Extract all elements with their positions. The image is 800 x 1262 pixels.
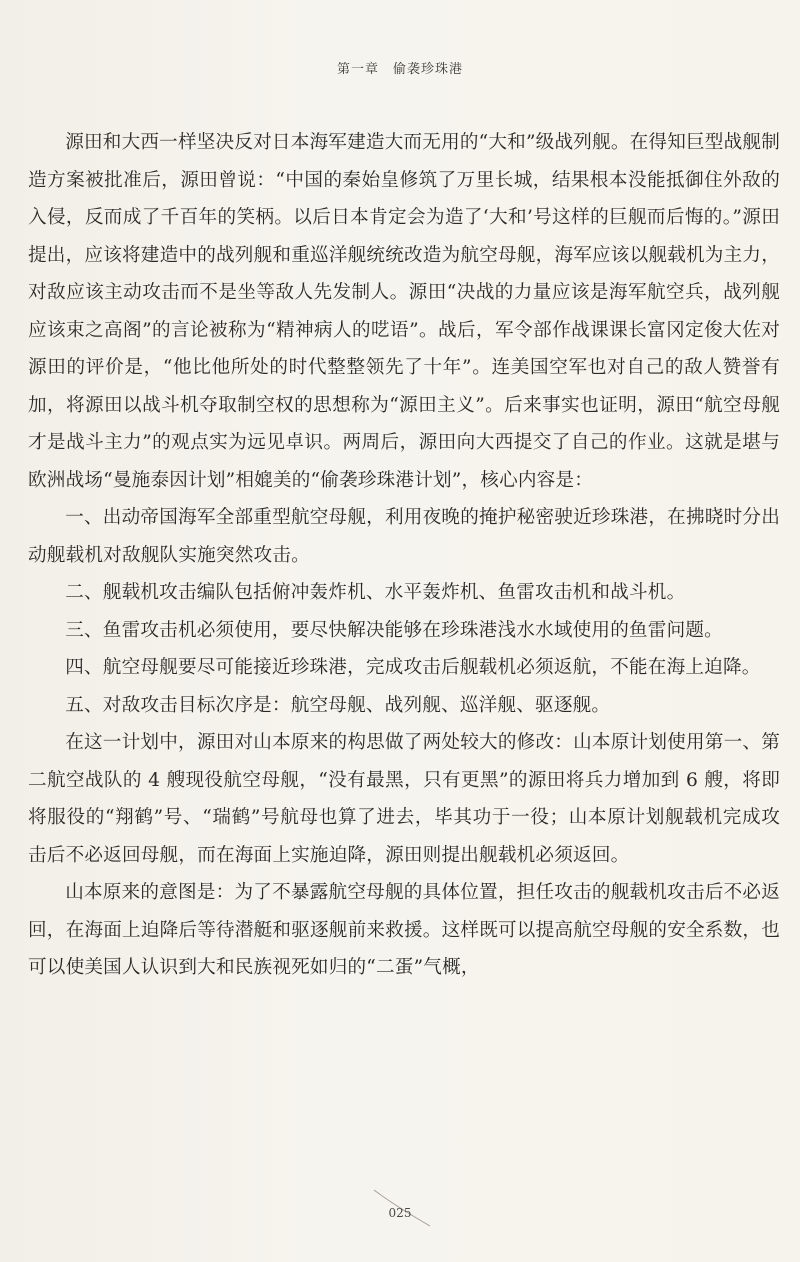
paragraph-yamamoto-intent: 山本原来的意图是：为了不暴露航空母舰的具体位置，担任攻击的舰载机攻击后不必返回，在海面上迫降后等待潜艇和驱逐舰前来救援。这样既可以提高航空母舰的安全系数，也可以使美国人认识到大和民族视死如归的“二蛋”气概， — [28, 882, 780, 978]
paragraph-plan-item-1: 一、出动帝国海军全部重型航空母舰，利用夜晚的掩护秘密驶近珍珠港，在拂晓时分出动舰载机对敌舰队实施突然攻击。 — [28, 507, 780, 566]
paragraph-plan-item-5: 五、对敌攻击目标次序是：航空母舰、战列舰、巡洋舰、驱逐舰。 — [65, 694, 611, 716]
paragraph-plan-item-4: 四、航空母舰要尽可能接近珍珠港，完成攻击后舰载机必须返航，不能在海上迫降。 — [65, 657, 761, 678]
paragraph-plan-item-3: 三、鱼雷攻击机必须使用，要尽快解决能够在珍珠港浅水水域使用的鱼雷问题。 — [65, 619, 723, 641]
running-header-chapter-title: 第一章 偷袭珍珠港 — [336, 62, 463, 77]
body-text — [28, 124, 780, 987]
page-number: 025 — [388, 1206, 412, 1220]
paragraph-plan-item-2: 二、舰载机攻击编队包括俯冲轰炸机、水平轰炸机、鱼雷攻击机和战斗机。 — [65, 582, 686, 603]
paragraph-plan-modifications: 在这一计划中，源田对山本原来的构思做了两处较大的修改：山本原计划使用第一、第二航空战队的 4 艘现役航空母舰，“没有最黑，只有更黑”的源田将兵力增加到 6 艘，将即将服役的“翔鹤”号、“瑞鹤”号航母也算了进去，毕其功于一役；山本原计划舰载机完成攻击后不必返回母舰，而在海面上实施迫降，源田则提出舰载机必须返回。 — [28, 732, 780, 866]
paragraph-genda-opposition: 源田和大西一样坚决反对日本海军建造大而无用的“大和”级战列舰。在得知巨型战舰制造方案被批准后，源田曾说：“中国的秦始皇修筑了万里长城，结果根本没能抵御住外敌的入侵，反而成了千百年的笑柄。以后日本肯定会为造了‘大和’号这样的巨舰而后悔的。”源田提出，应该将建造中的战列舰和重巡洋舰统统改造为航空母舰，海军应该以舰载机为主力，对敌应该主动攻击而不是坐等敌人先发制人。源田“决战的力量应该是海军航空兵，战列舰应该束之高阁”的言论被称为“精神病人的呓语”。战后，军令部作战课课长富冈定俊大佐对源田的评价是，“他比他所处的时代整整领先了十年”。连美国空军也对自己的敌人赞誉有加，将源田以战斗机夺取制空权的思想称为“源田主义”。后来事实也证明，源田“航空母舰才是战斗主力”的观点实为远见卓识。两周后，源田向大西提交了自己的作业。这就是堪与欧洲战场“曼施泰因计划”相媲美的“偷袭珍珠港计划”，核心内容是： — [28, 132, 780, 491]
